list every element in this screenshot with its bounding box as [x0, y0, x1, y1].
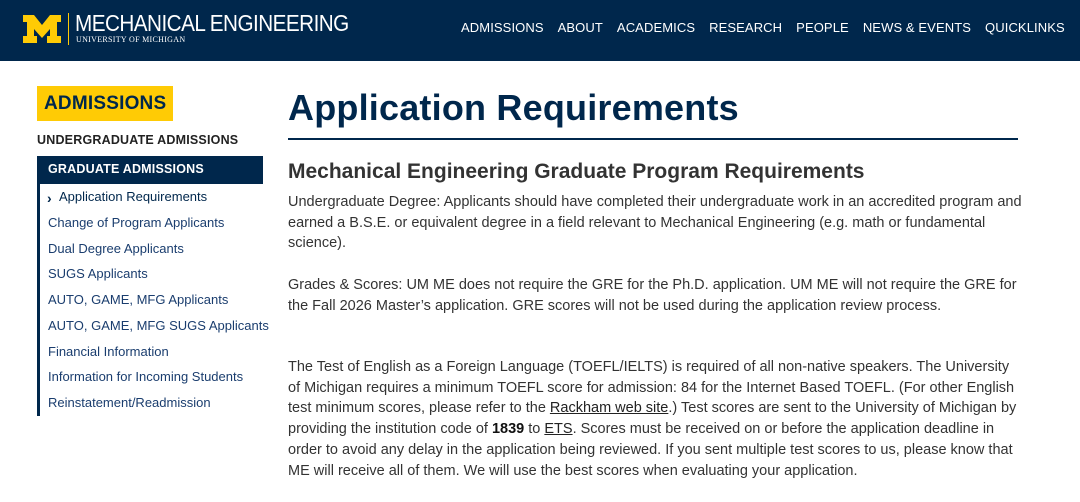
top-header: [0, 0, 1080, 61]
english-text-b: .) Test scores are sent to the University of Michigan by providing the institution code of: [288, 400, 1017, 438]
nav-academics[interactable]: ACADEMICS: [616, 20, 696, 35]
page-title: Application Requirements: [288, 87, 739, 128]
english-text-c: to: [524, 421, 545, 438]
nav-news-events[interactable]: NEWS & EVENTS: [862, 20, 972, 35]
nav-about[interactable]: ABOUT: [557, 20, 603, 35]
sidebar-item-auto-game-mfg[interactable]: AUTO, GAME, MFG Applicants: [48, 292, 229, 307]
block-m-logo[interactable]: [22, 14, 62, 44]
brand-title[interactable]: MECHANICAL ENGINEERING: [75, 10, 349, 36]
chevron-right-icon: ›: [47, 190, 52, 206]
sidebar-item-reinstatement[interactable]: Reinstatement/Readmission: [48, 395, 211, 410]
sidebar-item-auto-game-mfg-sugs[interactable]: AUTO, GAME, MFG SUGS Applicants: [48, 318, 269, 333]
sidebar-item-change-of-program[interactable]: Change of Program Applicants: [48, 215, 225, 230]
sidebar-item-application-requirements[interactable]: Application Requirements: [59, 189, 208, 204]
sidebar-item-dual-degree[interactable]: Dual Degree Applicants: [48, 241, 184, 256]
sidebar-item-financial-information[interactable]: Financial Information: [48, 344, 169, 359]
nav-people[interactable]: PEOPLE: [796, 20, 849, 35]
section-subtitle: Mechanical Engineering Graduate Program Requirements: [288, 160, 865, 183]
paragraph-english-test: [288, 357, 1023, 481]
institution-code: 1839: [491, 421, 525, 438]
paragraph-grades-scores: Grades & Scores: UM ME does not require the GRE for the Ph.D. application. UM ME will not require the GRE for the Fall 2026 Master’s application. GRE scores will not be used during the application review process.: [288, 277, 1017, 314]
rackham-website-link[interactable]: Rackham web site: [549, 400, 669, 417]
paragraph-undergraduate-degree: Undergraduate Degree: Applicants should have completed their undergraduate work in an accredited program and earned a B.S.E. or equivalent degree in a field relevant to Mechanical Engineering (e.g. math or fundamental science).: [288, 194, 1022, 252]
title-divider: [288, 138, 1018, 140]
main-nav: [461, 20, 1079, 35]
sidebar-item-sugs[interactable]: SUGS Applicants: [48, 266, 148, 281]
sidebar-undergraduate-admissions[interactable]: UNDERGRADUATE ADMISSIONS: [37, 133, 239, 147]
logo-divider: [68, 13, 69, 45]
nav-admissions[interactable]: ADMISSIONS: [461, 20, 544, 35]
english-text-a: The Test of English as a Foreign Language (TOEFL/IELTS) is required of all non-native speakers. The University of Michigan requires a minimum TOEFL score for admission: 84 for the Internet Based TOEFL. (For other English test minimum scores, please refer to the: [288, 359, 1015, 417]
section-tag-admissions[interactable]: ADMISSIONS: [37, 86, 173, 121]
nav-research[interactable]: RESEARCH: [709, 20, 783, 35]
sidebar-graduate-admissions-label[interactable]: GRADUATE ADMISSIONS: [48, 162, 204, 176]
sidebar-item-incoming-students[interactable]: Information for Incoming Students: [48, 369, 244, 384]
ets-link[interactable]: ETS: [544, 421, 573, 438]
english-text-d: . Scores must be received on or before the application deadline in order to avoid any delay in the application being reviewed. If you sent multiple test scores to us, please know that ME will receive all of them. We will use the best scores when evaluating your application.: [288, 421, 1013, 479]
brand-subtitle: UNIVERSITY OF MICHIGAN: [76, 35, 186, 44]
nav-quicklinks[interactable]: QUICKLINKS: [985, 20, 1065, 35]
